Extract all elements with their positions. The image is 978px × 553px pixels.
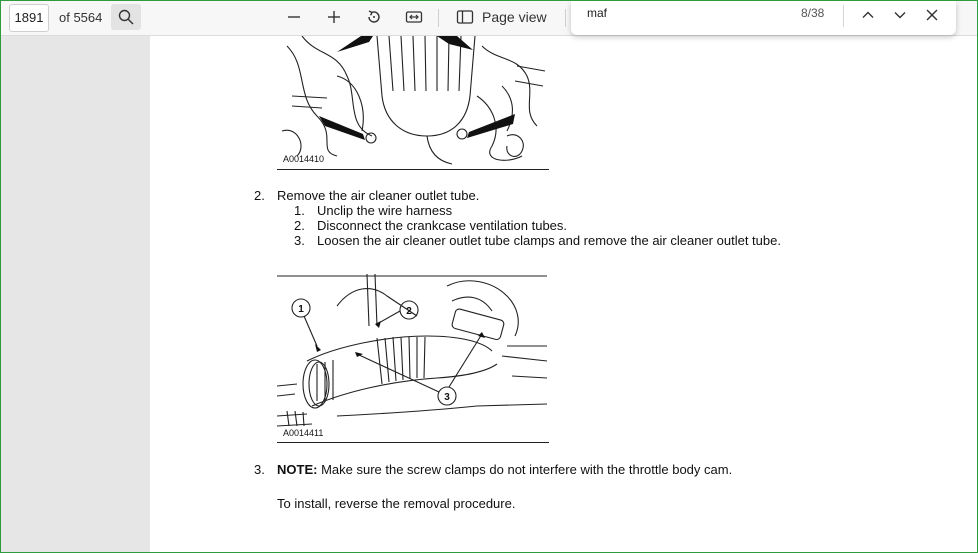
substep-text: Disconnect the crankcase ventilation tubes.	[317, 218, 568, 233]
find-divider	[843, 5, 844, 27]
fit-width-icon	[405, 9, 423, 25]
figure-air-cleaner-tube	[277, 266, 549, 443]
air-cleaner-illustration	[277, 266, 549, 443]
figure-divider	[277, 169, 549, 170]
figure1-caption: A0014410	[283, 154, 325, 164]
chevron-down-icon	[893, 8, 907, 22]
substep-number: 2.	[294, 218, 305, 233]
close-find-button[interactable]	[919, 3, 945, 27]
close-icon	[925, 8, 939, 22]
callout-1: 1	[298, 304, 304, 315]
rotate-icon	[366, 9, 382, 25]
search-button[interactable]	[111, 4, 141, 30]
previous-match-button[interactable]	[855, 3, 881, 27]
substep-number: 1.	[294, 203, 305, 218]
minus-icon	[286, 9, 302, 25]
step3-text	[277, 462, 732, 477]
toolbar-divider	[565, 9, 566, 27]
page-view-button[interactable]	[456, 4, 547, 30]
fit-to-width-button[interactable]	[399, 4, 429, 30]
next-match-button[interactable]	[887, 3, 913, 27]
find-input[interactable]: maf	[587, 6, 608, 20]
search-icon	[118, 9, 134, 25]
page-number-input[interactable]: 1891	[9, 4, 49, 32]
zoom-out-button[interactable]	[279, 4, 309, 30]
plus-icon	[326, 9, 342, 25]
zoom-in-button[interactable]	[319, 4, 349, 30]
note-text: Make sure the screw clamps do not interfere with the throttle body cam.	[317, 462, 733, 477]
step2-number: 2.	[254, 188, 265, 203]
callout-3: 3	[444, 392, 450, 403]
callout-2: 2	[406, 306, 412, 317]
step2-text: Remove the air cleaner outlet tube.	[277, 188, 480, 203]
page-view-icon	[456, 9, 474, 25]
figure-divider	[277, 442, 549, 443]
install-text: To install, reverse the removal procedure.	[277, 496, 516, 511]
find-bar	[571, 1, 956, 35]
figure2-caption: A0014411	[283, 428, 324, 438]
step3-number: 3.	[254, 462, 265, 477]
document-page	[150, 36, 977, 552]
engine-illustration	[277, 36, 549, 170]
total-pages-label: of 5564	[59, 10, 103, 25]
substep-text: Loosen the air cleaner outlet tube clamps and remove the air cleaner outlet tube.	[317, 233, 781, 248]
substep-number: 3.	[294, 233, 305, 248]
figure-engine-bolts	[277, 36, 549, 170]
chevron-up-icon	[861, 8, 875, 22]
toolbar-divider	[438, 9, 439, 27]
rotate-button[interactable]	[359, 4, 389, 30]
substep-text: Unclip the wire harness	[317, 203, 453, 218]
note-label: NOTE:	[277, 462, 318, 477]
page-view-label: Page view	[482, 9, 547, 25]
find-match-count: 8/38	[801, 6, 825, 20]
